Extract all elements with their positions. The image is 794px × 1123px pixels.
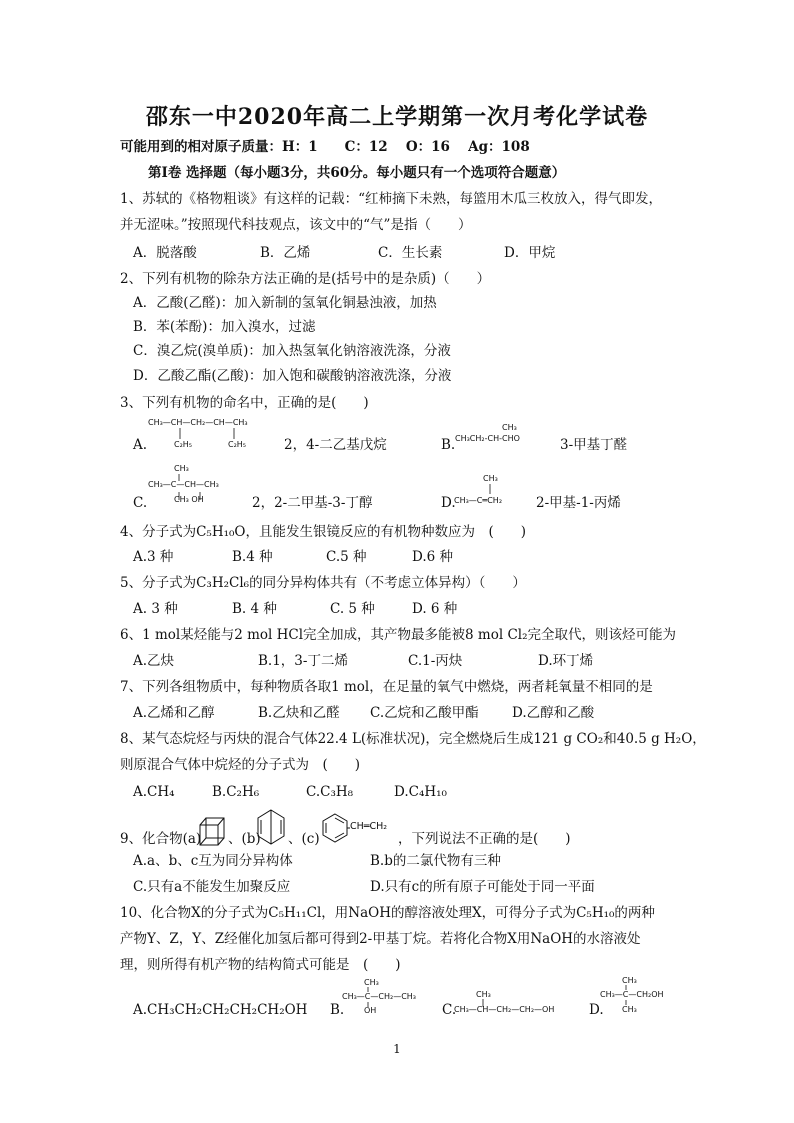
q7-stem: 7、下列各组物质中，每种物质各取1 mol，在足量的氧气中燃烧，两者耗氧量不相同的是 [120, 679, 653, 695]
q9-option-b: B.b的二氯代物有三种 [370, 853, 501, 869]
q3-option-c-label: C. [133, 495, 148, 511]
q1-stem-line2: 并无涩味。”按照现代科技观点，该文中的“气”是指（ ） [120, 217, 472, 233]
q3-c-formula-top: CH₃ [174, 464, 189, 473]
q9-option-c: C.只有a不能发生加聚反应 [133, 879, 291, 895]
q2-stem: 2、下列有机物的除杂方法正确的是(括号中的是杂质)（ ） [120, 271, 491, 287]
q5-option-a: A. 3 种 [133, 601, 178, 617]
q5-option-b: B. 4 种 [232, 601, 277, 617]
q10-c-formula-chain: CH₃—CH—CH₂—CH₂—OH [454, 1005, 555, 1014]
q6-stem: 6、1 mol某烃能与2 mol HCl完全加成，其产物最多能被8 mol Cl₂完全取代，则该烃可能为 [120, 627, 677, 643]
q1-option-d: D．甲烷 [504, 245, 556, 261]
q3-option-a-label: A. [133, 437, 148, 453]
q3-d-formula-chain: CH₃—C═CH₂ [454, 496, 503, 505]
q3-option-d-name: 2-甲基-1-丙烯 [536, 495, 621, 511]
q8-option-a: A.CH₄ [133, 784, 175, 800]
q8-option-d: D.C₄H₁₀ [394, 784, 447, 800]
q2-option-d: D．乙酸乙酯(乙酸)：加入饱和碳酸钠溶液洗涤，分液 [133, 368, 452, 384]
q3-option-b-label: B. [441, 437, 456, 453]
q4-option-a: A.3 种 [133, 549, 174, 565]
atomic-mass-note: 可能用到的相对原子质量：H：1 C：12 O：16 Ag：108 [120, 139, 530, 155]
q2-option-a: A．乙酸(乙醛)：加入新制的氢氧化铜悬浊液，加热 [133, 295, 437, 311]
q3-c-formula-sub: CH₃ OH [174, 495, 204, 504]
q9-stem-part3: 、(c) [288, 831, 320, 847]
q7-option-d: D.乙醇和乙酸 [512, 705, 595, 721]
q10-option-c-label: C. [442, 1002, 457, 1018]
q5-option-d: D. 6 种 [412, 601, 458, 617]
q9-stem-part1: 9、化合物(a) [120, 831, 202, 847]
q3-d-formula-top: CH₃ [483, 474, 498, 483]
q1-option-b: B．乙烯 [260, 245, 311, 261]
q7-option-c: C.乙烷和乙酸甲酯 [370, 705, 479, 721]
q5-option-c: C. 5 种 [330, 601, 375, 617]
q10-option-b-label: B. [330, 1002, 345, 1018]
q7-option-a: A.乙烯和乙醇 [133, 705, 215, 721]
q10-d-formula-top: CH₃ [622, 976, 637, 985]
q3-c-formula-chain: CH₃—C—CH—CH₃ [148, 480, 219, 489]
q1-stem-line1: 1、苏轼的《格物粗谈》有这样的记载：“红柿摘下未熟，每篮用木瓜三枚放入，得气即发， [120, 191, 662, 207]
q8-stem-line1: 8、某气态烷烃与丙炔的混合气体22.4 L(标准状况)，完全燃烧后生成121 g CO₂和40.5 g H₂O， [120, 731, 706, 747]
q10-b-formula-sub: OH [364, 1006, 377, 1015]
q9-c-vinyl-label: CH═CH₂ [350, 821, 388, 832]
q4-option-b: B.4 种 [232, 549, 273, 565]
q10-b-formula-top: CH₃ [364, 978, 379, 987]
q10-b-bonds [340, 986, 420, 1018]
q7-option-b: B.乙炔和乙醛 [258, 705, 340, 721]
q1-option-a: A．脱落酸 [133, 245, 197, 261]
section-heading: 第Ⅰ卷 选择题（每小题3分，共60分。每小题只有一个选项符合题意） [148, 165, 566, 181]
bicyclic-diene-structure-icon [256, 808, 286, 848]
exam-title: 邵东一中2020年高二上学期第一次月考化学试卷 [145, 104, 649, 130]
q4-option-c: C.5 种 [326, 549, 367, 565]
q10-d-formula-chain: CH₃—C—CH₂OH [600, 990, 664, 999]
q5-stem: 5、分子式为C₃H₂Cl₆的同分异构体共有（不考虑立体异构）（ ） [120, 575, 526, 591]
page-number: 1 [393, 1042, 401, 1056]
q4-stem: 4、分子式为C₅H₁₀O，且能发生银镜反应的有机物种数应为 ( ) [120, 524, 527, 540]
q3-b-formula-chain: CH₃CH₂-CH-CHO [455, 434, 520, 443]
q6-option-d: D.环丁烯 [538, 653, 594, 669]
styrene-ring-icon [320, 812, 350, 844]
q3-stem: 3、下列有机物的命名中，正确的是( ) [120, 395, 369, 411]
q10-b-formula-chain: CH₃—C—CH₂—CH₃ [342, 992, 417, 1001]
q1-option-c: C．生长素 [378, 245, 443, 261]
q10-option-d-label: D. [589, 1002, 604, 1018]
q6-option-b: B.1，3-丁二烯 [258, 653, 348, 669]
q2-option-b: B．苯(苯酚)：加入溴水，过滤 [133, 319, 316, 335]
q10-d-formula-sub: CH₃ [622, 1005, 637, 1014]
q3-b-formula-top: CH₃ [502, 423, 517, 432]
q9-option-d: D.只有c的所有原子可能处于同一平面 [370, 879, 595, 895]
q2-option-c: C．溴乙烷(溴单质)：加入热氢氧化钠溶液洗涤，分液 [133, 343, 451, 359]
q3-a-formula-sub2: C₂H₅ [228, 440, 247, 449]
q10-stem-line3: 理，则所得有机产物的结构简式可能是 ( ) [120, 957, 401, 973]
q8-stem-line2: 则原混合气体中烷烃的分子式为 ( ) [120, 757, 361, 773]
q10-option-a: A.CH₃CH₂CH₂CH₂CH₂OH [133, 1002, 308, 1018]
cubane-structure-icon [198, 815, 226, 849]
q8-option-b: B.C₂H₆ [212, 784, 260, 800]
q9-stem-part4: ，下列说法不正确的是( ) [398, 831, 571, 847]
q10-stem-line2: 产物Y、Z，Y、Z经催化加氢后都可得到2-甲基丁烷。若将化合物X用NaOH的水溶液处 [120, 931, 641, 947]
q3-d-bond [484, 483, 496, 495]
q3-option-c-name: 2，2-二甲基-3-丁醇 [252, 495, 373, 511]
q9-stem-part2: 、(b) [228, 831, 261, 847]
q3-option-a-name: 2，4-二乙基戊烷 [284, 437, 387, 453]
q10-stem-line1: 10、化合物X的分子式为C₅H₁₁Cl，用NaOH的醇溶液处理X，可得分子式为C₅H₁₀的两种 [120, 905, 655, 921]
q3-a-formula-sub1: C₂H₅ [174, 440, 193, 449]
q4-option-d: D.6 种 [412, 549, 454, 565]
q3-a-bonds [148, 427, 268, 441]
q3-option-b-name: 3-甲基丁醛 [560, 437, 628, 453]
q9-option-a: A.a、b、c互为同分异构体 [133, 853, 293, 869]
q3-a-formula-chain: CH₃—CH—CH₂—CH—CH₃ [148, 418, 248, 427]
q8-option-c: C.C₃H₈ [306, 784, 354, 800]
q3-option-d-label: D. [441, 495, 456, 511]
q6-option-a: A.乙炔 [133, 653, 175, 669]
q6-option-c: C.1-丙炔 [408, 653, 463, 669]
q10-c-formula-top: CH₃ [476, 990, 491, 999]
